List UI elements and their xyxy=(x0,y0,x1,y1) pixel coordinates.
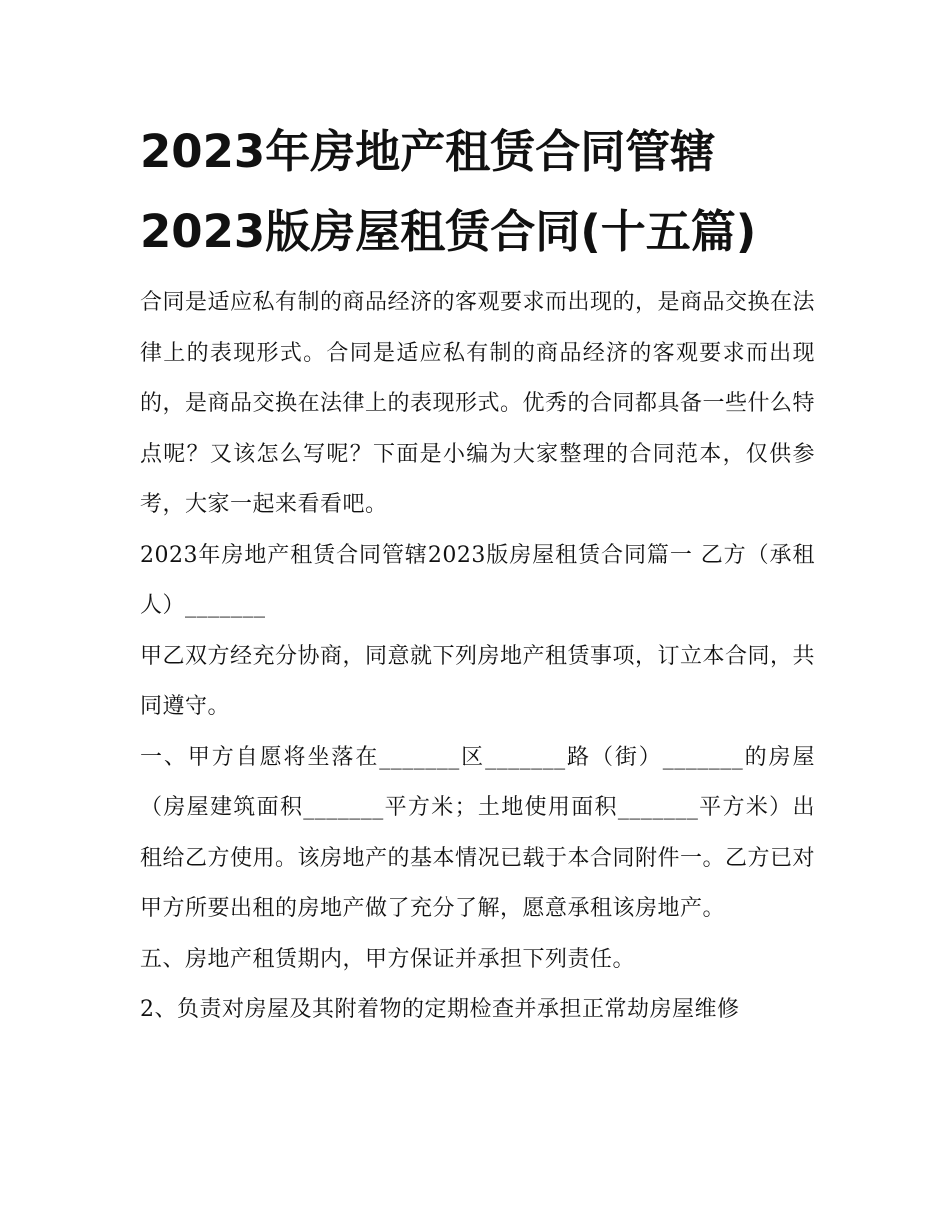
clause-five-paragraph: 五、房地产租赁期内，甲方保证并承担下列责任。 xyxy=(140,946,636,972)
agreement-paragraph: 甲乙双方经充分协商，同意就下列房地产租赁事项，订立本合同，共同遵守。 xyxy=(140,643,816,719)
document-title-line-2: 2023版房屋租赁合同(十五篇) xyxy=(140,205,757,258)
clause-one-paragraph: 一、甲方自愿将坐落在_______区_______路（街）_______的房屋（房屋建筑面积_______平方米；土地使用面积_______平方米）出租给乙方使用。该房地产的基本情况已载于本合同附件一。乙方已对甲方所要出租的房地产做了充分了解，愿意承租该房地产。 xyxy=(140,744,816,921)
contract-heading-paragraph: 2023年房地产租赁合同管辖2023版房屋租赁合同篇一 乙方（承租人）_______ xyxy=(140,542,815,618)
document-title-line-1: 2023年房地产租赁合同管辖 xyxy=(140,125,716,178)
intro-paragraph: 合同是适应私有制的商品经济的客观要求而出现的，是商品交换在法律上的表现形式。合同是适应私有制的商品经济的客观要求而出现的，是商品交换在法律上的表现形式。优秀的合同都具备一些什么特点呢？又该怎么写呢？下面是小编为大家整理的合同范本，仅供参考，大家一起来看看吧。 xyxy=(140,290,816,517)
document-page xyxy=(140,112,815,1036)
clause-five-item-two-paragraph: 2、负责对房屋及其附着物的定期检查并承担正常劫房屋维修 xyxy=(140,997,740,1022)
